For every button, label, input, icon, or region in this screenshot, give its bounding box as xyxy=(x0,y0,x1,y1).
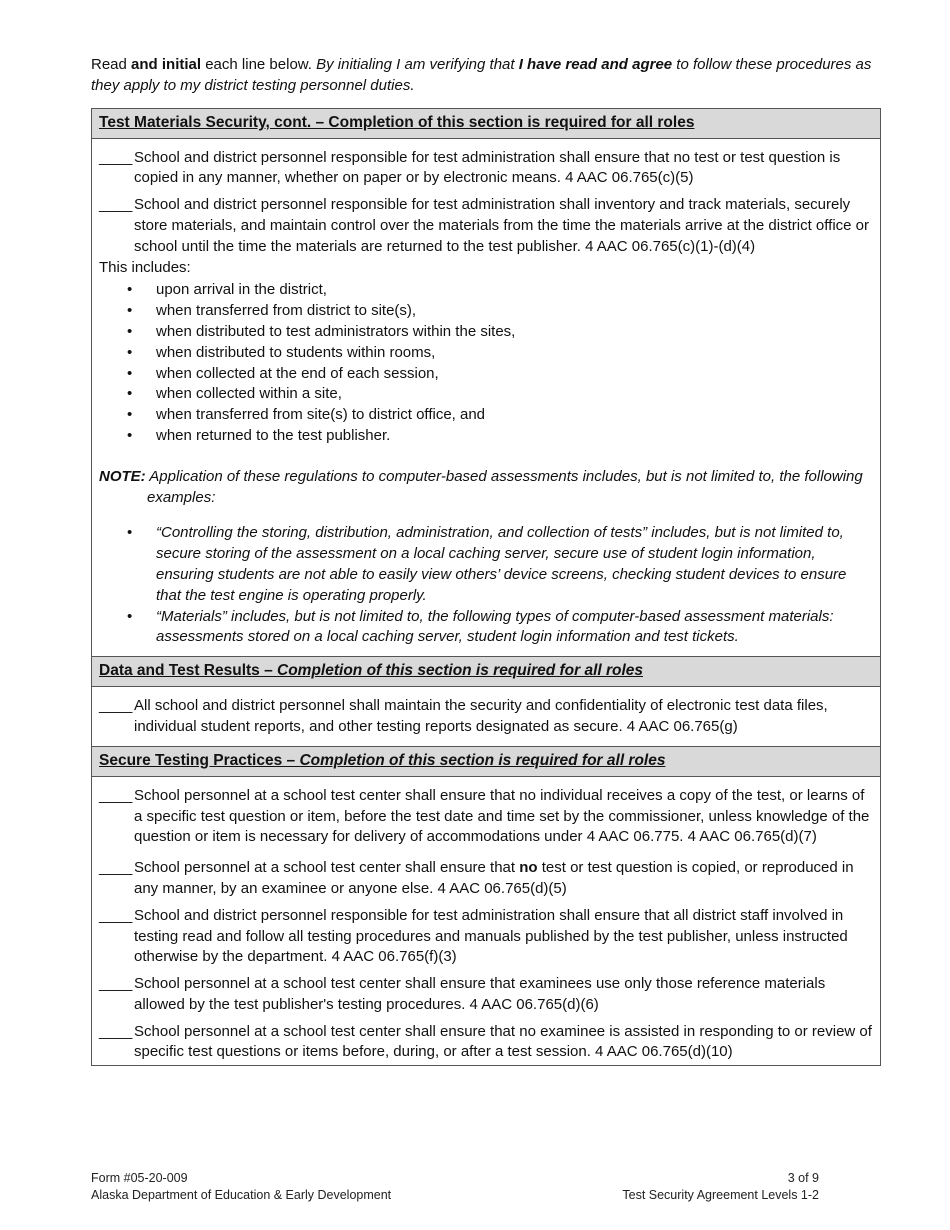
initial-blank[interactable]: ____ xyxy=(99,1022,133,1040)
bullet-icon: • xyxy=(127,302,133,320)
list-item-text: when transferred from district to site(s), xyxy=(156,302,417,320)
item-text-bold: no xyxy=(519,859,538,877)
page-footer xyxy=(91,1170,819,1204)
initial-blank[interactable]: ____ xyxy=(99,148,133,166)
item-text: School personnel at a school test center shall ensure that no examinee is assisted in responding to or review of specific test questions or items before, during, or after a test session. 4 AAC 06.765(d)(10) xyxy=(134,1022,872,1061)
list-item xyxy=(99,405,873,426)
agreement-item xyxy=(99,696,873,738)
department-name: Alaska Department of Education & Early Development xyxy=(91,1188,392,1202)
bullet-icon: • xyxy=(127,364,133,382)
section-heading-test-materials: Test Materials Security, cont. – Completion of this section is required for all roles xyxy=(92,109,880,139)
item-text: School and district personnel responsible for test administration shall ensure that no test or test question is copied in any manner, whether on paper or by electronic means. 4 AAC 06.765(c)(5) xyxy=(134,148,841,187)
list-item xyxy=(99,301,873,322)
bullet-icon: • xyxy=(127,524,133,542)
agreement-item xyxy=(99,1022,873,1064)
initial-blank[interactable]: ____ xyxy=(99,196,133,214)
bullet-icon: • xyxy=(127,322,133,340)
item-text: School and district personnel responsible for test administration shall ensure that all district staff involved in testing read and follow all testing procedures and manuals published by the test publisher, unless instructed otherwise by the department. 4 AAC 06.765(f)(3) xyxy=(134,906,848,966)
section-body-secure-practices xyxy=(92,777,880,1066)
list-item-text: upon arrival in the district, xyxy=(156,281,327,299)
agreement-item xyxy=(99,195,873,257)
heading-plain: Secure Testing Practices – xyxy=(99,751,300,769)
document-page xyxy=(91,55,881,1066)
initial-blank[interactable]: ____ xyxy=(99,786,133,804)
list-item xyxy=(99,343,873,364)
heading-plain: Data and Test Results – xyxy=(99,662,278,680)
section-heading-secure-practices xyxy=(92,747,880,777)
item-text-part: School personnel at a school test center shall ensure that xyxy=(134,859,520,877)
item-text-part: test or test question is copied, or reproduced in any manner, by an examinee or anyone else. 4 AAC 06.765(d)(5) xyxy=(134,859,854,897)
list-item xyxy=(99,426,873,447)
item-text: School personnel at a school test center shall ensure that no individual receives a copy of the test, or learns of a specific test question or item, before the test date and time set by the commissioner, unless knowledge of the question or item is necessary for delivery of accommodations under 4 AAC 06.775. 4 AAC 06.765(d)(7) xyxy=(134,786,870,846)
agreement-table xyxy=(91,108,881,1067)
section-body-test-materials xyxy=(92,139,880,658)
note-item-text: “Materials” includes, but is not limited to, the following types of computer-based assessment materials: assessments stored on a local caching server, student login information and test tickets. xyxy=(156,607,834,646)
list-item-text: when transferred from site(s) to district office, and xyxy=(156,406,486,424)
section-heading-data-results xyxy=(92,657,880,687)
note-text: Application of these regulations to computer-based assessments includes, but is not limited to, the following examples: xyxy=(145,467,863,506)
item-text: School personnel at a school test center shall ensure that examinees use only those reference materials allowed by the test publisher's testing procedures. 4 AAC 06.765(d)(6) xyxy=(134,975,826,1013)
intro-bold-italic: I have read and agree xyxy=(518,56,673,73)
intro-paragraph xyxy=(91,55,881,97)
document-title: Test Security Agreement Levels 1-2 xyxy=(622,1188,819,1202)
note-list xyxy=(99,523,873,648)
intro-italic: By initialing I am verifying that xyxy=(316,56,519,73)
agreement-item xyxy=(99,906,873,968)
bullet-icon: • xyxy=(127,343,133,361)
list-item xyxy=(99,322,873,343)
bullet-icon: • xyxy=(127,281,133,299)
initial-blank[interactable]: ____ xyxy=(99,697,133,715)
note-paragraph xyxy=(99,467,873,509)
list-item-text: when returned to the test publisher. xyxy=(156,426,391,444)
item-text: School and district personnel responsible for test administration shall inventory and track materials, securely store materials, and maintain control over the materials from the time the materials arrive at the district office or school until the time the materials are returned to the test publisher. 4 AAC 06.765(c)(1)-(d)(4) xyxy=(134,196,870,255)
includes-label: This includes: xyxy=(99,258,191,276)
form-number: Form #05-20-009 xyxy=(91,1171,188,1185)
page-number: 3 of 9 xyxy=(787,1171,819,1185)
initial-blank[interactable]: ____ xyxy=(99,975,133,993)
footer-right xyxy=(622,1170,819,1204)
intro-text: Read xyxy=(91,56,132,73)
item-text xyxy=(134,859,854,897)
note-item-text: “Controlling the storing, distribution, administration, and collection of tests” includes, but is not limited to, secure storing of the assessment on a local caching server, secure use of student login information, ensuring students are not able to easily view others’ device screens, checking student devices to ensure that the test engine is operating properly. xyxy=(156,524,847,604)
list-item xyxy=(99,384,873,405)
footer-left xyxy=(91,1170,391,1204)
heading-italic: Completion of this section is required for all roles xyxy=(299,751,666,769)
intro-bold: and initial xyxy=(131,56,202,73)
list-item-text: when collected at the end of each session, xyxy=(156,364,439,382)
agreement-item xyxy=(99,974,873,1016)
note-list-item xyxy=(99,607,873,649)
agreement-item xyxy=(99,858,873,900)
agreement-item xyxy=(99,786,873,848)
note-label: NOTE: xyxy=(99,467,146,485)
section-body-data-results xyxy=(92,687,880,747)
list-item xyxy=(99,280,873,301)
list-item-text: when distributed to students within rooms, xyxy=(156,343,436,361)
intro-italic: to follow these procedures as they apply to my district testing personnel duties. xyxy=(91,56,872,94)
initial-blank[interactable]: ____ xyxy=(99,859,133,877)
bullet-icon: • xyxy=(127,406,133,424)
heading-italic: Completion of this section is required for all roles xyxy=(277,662,644,680)
includes-list xyxy=(99,280,873,446)
list-item-text: when collected within a site, xyxy=(156,385,342,403)
item-text: All school and district personnel shall maintain the security and confidentiality of electronic test data files, individual student reports, and other testing reports designated as secure. 4 AAC 06.765(g) xyxy=(134,697,828,735)
list-item xyxy=(99,364,873,385)
bullet-icon: • xyxy=(127,607,133,625)
agreement-item xyxy=(99,148,873,190)
bullet-icon: • xyxy=(127,426,133,444)
bullet-icon: • xyxy=(127,385,133,403)
list-item-text: when distributed to test administrators within the sites, xyxy=(156,322,516,340)
note-list-item xyxy=(99,523,873,606)
initial-blank[interactable]: ____ xyxy=(99,906,133,924)
intro-text: each line below. xyxy=(201,56,317,73)
